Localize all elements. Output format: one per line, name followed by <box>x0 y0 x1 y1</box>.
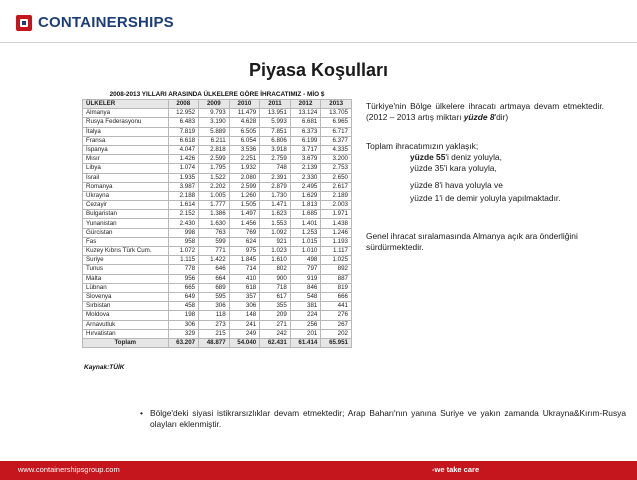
table-row <box>83 256 352 265</box>
value-cell: 1.505 <box>229 201 260 210</box>
value-cell: 900 <box>260 274 291 283</box>
value-cell: 665 <box>168 283 199 292</box>
value-cell: 1.023 <box>260 247 291 256</box>
value-cell: 1.777 <box>199 201 230 210</box>
value-cell: 666 <box>321 292 352 301</box>
value-cell: 2.753 <box>321 164 352 173</box>
value-cell: 1.426 <box>168 155 199 164</box>
column-header-year: 2010 <box>229 100 260 109</box>
table-row <box>83 283 352 292</box>
value-cell: 355 <box>260 302 291 311</box>
value-cell: 1.630 <box>199 219 230 228</box>
table-source: Kaynak:TÜİK <box>84 364 125 371</box>
value-cell: 209 <box>260 311 291 320</box>
value-cell: 6.373 <box>290 127 321 136</box>
transport-intro: Toplam ihracatımızın yaklaşık; <box>366 141 479 151</box>
transport-item-land: yüzde 35'i kara yoluyla, <box>410 163 497 173</box>
country-cell: Fas <box>83 237 169 246</box>
footer-tagline: -we take care <box>432 465 480 474</box>
value-cell: 3.200 <box>321 155 352 164</box>
country-cell: Tunus <box>83 265 169 274</box>
total-label: Toplam <box>83 338 169 347</box>
value-cell: 241 <box>229 320 260 329</box>
value-cell: 1.015 <box>290 237 321 246</box>
value-cell: 1.935 <box>168 173 199 182</box>
value-cell: 202 <box>321 329 352 338</box>
value-cell: 618 <box>229 283 260 292</box>
table-row <box>83 302 352 311</box>
growth-highlight: yüzde 8 <box>463 112 495 122</box>
political-instability-bullet <box>140 408 626 430</box>
value-cell: 802 <box>260 265 291 274</box>
value-cell: 5.993 <box>260 118 291 127</box>
country-cell: Slovenya <box>83 292 169 301</box>
value-cell: 2.759 <box>260 155 291 164</box>
value-cell: 1.795 <box>199 164 230 173</box>
value-cell: 2.430 <box>168 219 199 228</box>
value-cell: 271 <box>260 320 291 329</box>
country-cell: Lübnan <box>83 283 169 292</box>
value-cell: 6.211 <box>199 136 230 145</box>
containerships-logo-icon <box>16 15 32 31</box>
value-cell: 198 <box>168 311 199 320</box>
value-cell: 998 <box>168 228 199 237</box>
brand-name: CONTAINERSHIPS <box>38 14 174 31</box>
value-cell: 6.717 <box>321 127 352 136</box>
table-row <box>83 265 352 274</box>
value-cell: 6.505 <box>229 127 260 136</box>
value-cell: 2.152 <box>168 210 199 219</box>
value-cell: 249 <box>229 329 260 338</box>
value-cell: 148 <box>229 311 260 320</box>
value-cell: 1.092 <box>260 228 291 237</box>
brand-logo <box>16 14 174 31</box>
value-cell: 3.987 <box>168 182 199 191</box>
value-cell: 548 <box>290 292 321 301</box>
table-row <box>83 191 352 200</box>
value-cell: 1.193 <box>321 237 352 246</box>
value-cell: 1.115 <box>168 256 199 265</box>
table-row <box>83 237 352 246</box>
value-cell: 1.422 <box>199 256 230 265</box>
value-cell: 3.536 <box>229 145 260 154</box>
value-cell: 201 <box>290 329 321 338</box>
country-cell: Gürcistan <box>83 228 169 237</box>
value-cell: 12.952 <box>168 109 199 118</box>
country-cell: Libya <box>83 164 169 173</box>
value-cell: 2.599 <box>229 182 260 191</box>
value-cell: 3.190 <box>199 118 230 127</box>
value-cell: 13.951 <box>260 109 291 118</box>
country-cell: Almanya <box>83 109 169 118</box>
table-row <box>83 127 352 136</box>
value-cell: 276 <box>321 311 352 320</box>
country-cell: Kuzey Kıbrıs Türk Cum. <box>83 247 169 256</box>
table-row <box>83 320 352 329</box>
value-cell: 2.139 <box>290 164 321 173</box>
value-cell: 498 <box>290 256 321 265</box>
column-header-year: 2008 <box>168 100 199 109</box>
table-row <box>83 247 352 256</box>
value-cell: 2.617 <box>321 182 352 191</box>
table-row <box>83 219 352 228</box>
value-cell: 6.377 <box>321 136 352 145</box>
value-cell: 599 <box>199 237 230 246</box>
table-row <box>83 292 352 301</box>
table-row <box>83 329 352 338</box>
value-cell: 1.005 <box>199 191 230 200</box>
column-header-year: 2011 <box>260 100 291 109</box>
value-cell: 956 <box>168 274 199 283</box>
value-cell: 975 <box>229 247 260 256</box>
country-cell: Cezayir <box>83 201 169 210</box>
value-cell: 13.705 <box>321 109 352 118</box>
country-cell: İspanya <box>83 145 169 154</box>
value-cell: 441 <box>321 302 352 311</box>
value-cell: 2.495 <box>290 182 321 191</box>
value-cell: 778 <box>168 265 199 274</box>
value-cell: 1.072 <box>168 247 199 256</box>
value-cell: 1.623 <box>260 210 291 219</box>
table-row <box>83 155 352 164</box>
value-cell: 4.335 <box>321 145 352 154</box>
value-cell: 769 <box>229 228 260 237</box>
country-cell: Bulgaristan <box>83 210 169 219</box>
table-row <box>83 274 352 283</box>
value-cell: 2.650 <box>321 173 352 182</box>
country-cell: Arnavutluk <box>83 320 169 329</box>
table-title: 2008-2013 YILLARI ARASINDA ÜLKELERE GÖRE İHRACATIMIZ - MİO $ <box>109 91 325 98</box>
country-cell: Rusya Federasyonu <box>83 118 169 127</box>
value-cell: 3.679 <box>290 155 321 164</box>
country-cell: Malta <box>83 274 169 283</box>
value-cell: 846 <box>290 283 321 292</box>
country-cell: Romanya <box>83 182 169 191</box>
value-cell: 329 <box>168 329 199 338</box>
value-cell: 1.246 <box>321 228 352 237</box>
table-row <box>83 109 352 118</box>
value-cell: 718 <box>260 283 291 292</box>
value-cell: 1.497 <box>229 210 260 219</box>
value-cell: 2.080 <box>229 173 260 182</box>
column-header-country: ÜLKELER <box>83 100 169 109</box>
value-cell: 2.879 <box>260 182 291 191</box>
value-cell: 1.438 <box>321 219 352 228</box>
footer-bar <box>0 461 637 480</box>
total-value: 48.877 <box>199 338 230 347</box>
value-cell: 6.054 <box>229 136 260 145</box>
country-cell: Sırbistan <box>83 302 169 311</box>
value-cell: 646 <box>199 265 230 274</box>
value-cell: 617 <box>260 292 291 301</box>
value-cell: 7.819 <box>168 127 199 136</box>
value-cell: 2.189 <box>321 191 352 200</box>
country-cell: Hırvatistan <box>83 329 169 338</box>
value-cell: 819 <box>321 283 352 292</box>
value-cell: 1.971 <box>321 210 352 219</box>
value-cell: 689 <box>199 283 230 292</box>
value-cell: 797 <box>290 265 321 274</box>
transport-item-rail: yüzde 1'i de demir yoluyla yapılmaktadır. <box>410 193 561 203</box>
table-row <box>83 210 352 219</box>
table-row <box>83 173 352 182</box>
value-cell: 267 <box>321 320 352 329</box>
value-cell: 1.117 <box>321 247 352 256</box>
country-cell: Ukrayna <box>83 191 169 200</box>
value-cell: 306 <box>168 320 199 329</box>
table-total-row <box>83 338 352 347</box>
value-cell: 958 <box>168 237 199 246</box>
value-cell: 3.918 <box>260 145 291 154</box>
value-cell: 5.889 <box>199 127 230 136</box>
country-cell: Moldova <box>83 311 169 320</box>
value-cell: 381 <box>290 302 321 311</box>
table-row <box>83 201 352 210</box>
value-cell: 1.253 <box>290 228 321 237</box>
value-cell: 3.717 <box>290 145 321 154</box>
value-cell: 306 <box>229 302 260 311</box>
value-cell: 1.730 <box>260 191 291 200</box>
column-header-year: 2009 <box>199 100 230 109</box>
value-cell: 1.629 <box>290 191 321 200</box>
value-cell: 2.188 <box>168 191 199 200</box>
value-cell: 118 <box>199 311 230 320</box>
value-cell: 458 <box>168 302 199 311</box>
value-cell: 2.003 <box>321 201 352 210</box>
export-growth-text: Türkiye'nin Bölge ülkelere ihracatı artmaya devam etmektedir. (2012 – 2013 artış miktarı yüzde 8'dir) <box>366 101 604 122</box>
value-cell: 1.932 <box>229 164 260 173</box>
value-cell: 771 <box>199 247 230 256</box>
value-cell: 1.025 <box>321 256 352 265</box>
total-value: 63.207 <box>168 338 199 347</box>
value-cell: 1.610 <box>260 256 291 265</box>
header-divider <box>0 42 637 43</box>
value-cell: 215 <box>199 329 230 338</box>
value-cell: 256 <box>290 320 321 329</box>
value-cell: 1.471 <box>260 201 291 210</box>
bullet-text: Bölge'deki siyasi istikrarsızlıklar devam etmektedir; Arap Baharı'nın yanına Suriye ve yakın zamanda Ukrayna&Kırım-Rusya olayları eklenmiştir. <box>150 408 626 429</box>
value-cell: 2.599 <box>199 155 230 164</box>
value-cell: 357 <box>229 292 260 301</box>
country-cell: Fransa <box>83 136 169 145</box>
value-cell: 748 <box>260 164 291 173</box>
value-cell: 1.553 <box>260 219 291 228</box>
country-cell: İsrail <box>83 173 169 182</box>
value-cell: 1.614 <box>168 201 199 210</box>
value-cell: 595 <box>199 292 230 301</box>
value-cell: 921 <box>260 237 291 246</box>
value-cell: 1.386 <box>199 210 230 219</box>
column-header-year: 2012 <box>290 100 321 109</box>
value-cell: 306 <box>199 302 230 311</box>
value-cell: 1.813 <box>290 201 321 210</box>
value-cell: 224 <box>290 311 321 320</box>
value-cell: 7.851 <box>260 127 291 136</box>
value-cell: 13.124 <box>290 109 321 118</box>
transport-item-air: yüzde 8'i hava yoluyla ve <box>410 180 503 190</box>
value-cell: 664 <box>199 274 230 283</box>
country-cell: Suriye <box>83 256 169 265</box>
value-cell: 6.965 <box>321 118 352 127</box>
germany-lead-text: Genel ihracat sıralamasında Almanya açık ara önderliğini sürdürmektedir. <box>366 231 578 252</box>
value-cell: 887 <box>321 274 352 283</box>
transport-item-sea: yüzde 55'i deniz yoluyla, <box>410 152 502 162</box>
slide-title: Piyasa Koşulları <box>248 60 389 80</box>
value-cell: 714 <box>229 265 260 274</box>
country-cell: Mısır <box>83 155 169 164</box>
value-cell: 4.628 <box>229 118 260 127</box>
value-cell: 1.260 <box>229 191 260 200</box>
table-row <box>83 136 352 145</box>
value-cell: 4.047 <box>168 145 199 154</box>
value-cell: 892 <box>321 265 352 274</box>
value-cell: 1.685 <box>290 210 321 219</box>
total-value: 61.414 <box>290 338 321 347</box>
value-cell: 6.681 <box>290 118 321 127</box>
value-cell: 6.618 <box>168 136 199 145</box>
column-header-year: 2013 <box>321 100 352 109</box>
value-cell: 410 <box>229 274 260 283</box>
value-cell: 2.330 <box>290 173 321 182</box>
value-cell: 1.522 <box>199 173 230 182</box>
value-cell: 2.391 <box>260 173 291 182</box>
value-cell: 242 <box>260 329 291 338</box>
value-cell: 11.479 <box>229 109 260 118</box>
value-cell: 1.401 <box>290 219 321 228</box>
country-cell: İtalya <box>83 127 169 136</box>
value-cell: 649 <box>168 292 199 301</box>
value-cell: 919 <box>290 274 321 283</box>
value-cell: 624 <box>229 237 260 246</box>
bullet-marker: • <box>140 408 143 418</box>
value-cell: 1.074 <box>168 164 199 173</box>
table-row <box>83 311 352 320</box>
value-cell: 1.010 <box>290 247 321 256</box>
footer-url[interactable]: www.containershipsgroup.com <box>18 465 120 474</box>
table-row <box>83 145 352 154</box>
value-cell: 2.202 <box>199 182 230 191</box>
table-row <box>83 118 352 127</box>
value-cell: 6.483 <box>168 118 199 127</box>
total-value: 62.431 <box>260 338 291 347</box>
table-row <box>83 182 352 191</box>
value-cell: 6.199 <box>290 136 321 145</box>
value-cell: 1.845 <box>229 256 260 265</box>
table-row <box>83 164 352 173</box>
value-cell: 2.818 <box>199 145 230 154</box>
total-value: 54.040 <box>229 338 260 347</box>
exports-table <box>82 99 352 348</box>
value-cell: 1.456 <box>229 219 260 228</box>
table-row <box>83 228 352 237</box>
value-cell: 9.793 <box>199 109 230 118</box>
country-cell: Yunanistan <box>83 219 169 228</box>
total-value: 65.951 <box>321 338 352 347</box>
value-cell: 2.251 <box>229 155 260 164</box>
value-cell: 763 <box>199 228 230 237</box>
value-cell: 273 <box>199 320 230 329</box>
table-header-row <box>83 100 352 109</box>
value-cell: 6.806 <box>260 136 291 145</box>
